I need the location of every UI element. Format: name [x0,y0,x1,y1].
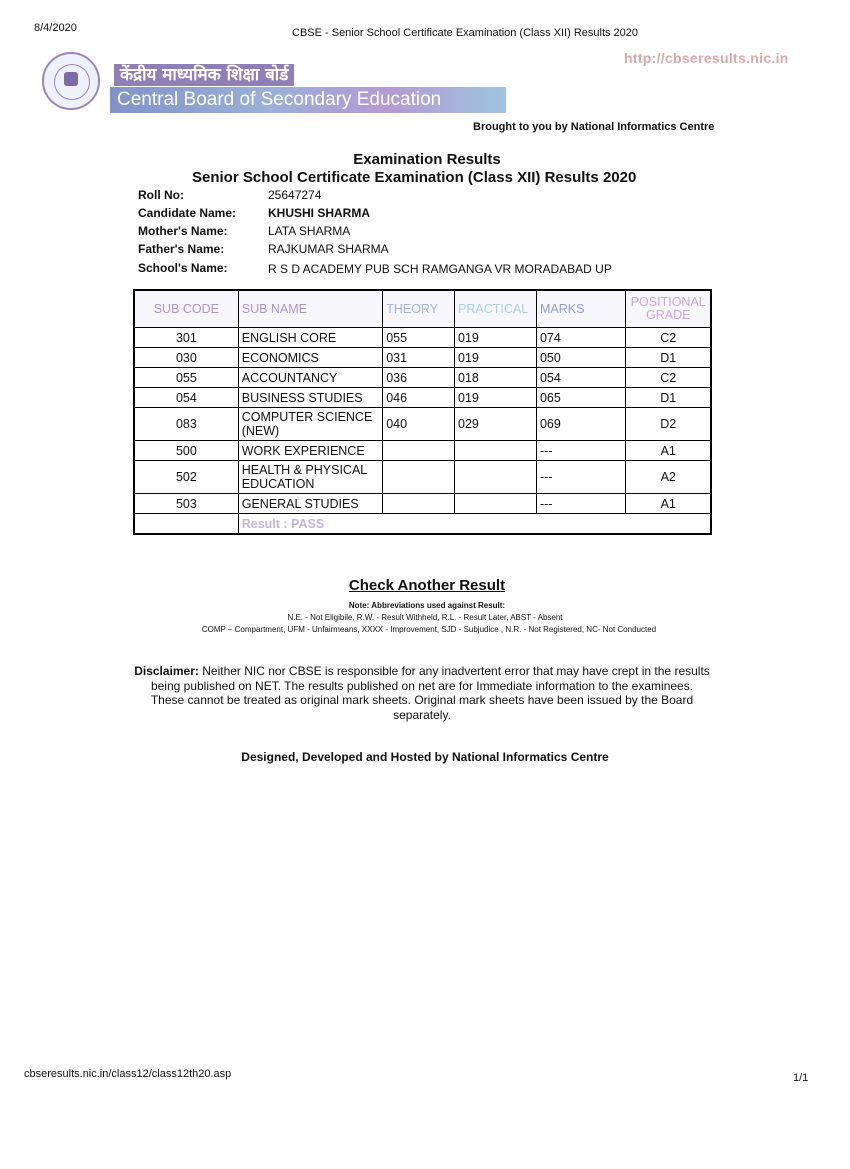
designed-by-text: Designed, Developed and Hosted by National Informatics Centre [241,750,609,764]
result-status: Result : PASS [238,514,711,535]
father-name-value: RAJKUMAR SHARMA [268,242,389,256]
sub-code-cell: 030 [134,348,238,368]
grade-cell: C2 [626,368,711,388]
result-empty-cell [134,514,238,535]
practical-cell [455,441,537,461]
practical-cell [455,461,537,494]
sub-name-cell: ECONOMICS [238,348,382,368]
father-name-label: Father's Name: [138,242,225,256]
page-number: 1/1 [793,1072,809,1084]
school-name-value: R S D ACADEMY PUB SCH RAMGANGA VR MORADABAD UP [268,262,612,276]
marks-cell: 069 [536,408,626,441]
table-row [134,408,711,441]
grade-cell: A2 [626,461,711,494]
result-row [134,514,711,535]
table-row [134,328,711,348]
sub-code-cell: 503 [134,494,238,514]
header-marks: MARKS [536,290,626,328]
check-another-result-link[interactable]: Check Another Result [348,577,506,594]
roll-value: 25647274 [268,188,322,202]
header-positional-grade [626,290,711,328]
practical-cell [455,494,537,514]
practical-cell: 019 [455,328,537,348]
theory-cell [383,494,455,514]
candidate-name-value: KHUSHI SHARMA [268,206,370,220]
table-row [134,441,711,461]
header-sub-code: SUB CODE [134,290,238,328]
theory-cell: 031 [383,348,455,368]
sub-code-cell: 301 [134,328,238,348]
print-date: 8/4/2020 [34,22,77,34]
marks-cell: --- [536,461,626,494]
print-page-title: CBSE - Senior School Certificate Examination (Class XII) Results 2020 [292,27,639,39]
grade-cell: D1 [626,388,711,408]
header-sub-name: SUB NAME [238,290,382,328]
grade-cell: A1 [626,441,711,461]
header-practical: PRACTICAL [455,290,537,328]
sub-name-cell: ENGLISH CORE [238,328,382,348]
disclaimer-label: Disclaimer: [134,664,199,678]
sub-name-cell: GENERAL STUDIES [238,494,382,514]
practical-cell: 019 [455,348,537,368]
table-row [134,368,711,388]
abbreviations-line-1: N.E. - Not Eligibile, R.W. - Result Withheld, R.L. - Result Later, ABST - Absent [287,613,563,622]
grade-cell: D1 [626,348,711,368]
abbreviations-line-2: COMP – Compartment, UFM - Unfairmeans, XXXX - Improvement, SJD - Subjudice , N.R. - Not Registered, NC- Not Conducted [201,625,657,634]
table-row [134,348,711,368]
theory-cell: 046 [383,388,455,408]
brought-by-text: Brought to you by National Informatics Centre [473,121,715,133]
roll-label: Roll No: [138,188,184,202]
marks-cell: --- [536,494,626,514]
practical-cell: 018 [455,368,537,388]
sub-name-cell: WORK EXPERIENCE [238,441,382,461]
marks-cell: 074 [536,328,626,348]
theory-cell: 040 [383,408,455,441]
sub-code-cell: 500 [134,441,238,461]
sub-name-cell: COMPUTER SCIENCE (NEW) [238,408,382,441]
mother-name-value: LATA SHARMA [268,224,351,238]
header-grade-line1: POSITIONAL [630,295,706,309]
board-name-hindi: केंद्रीय माध्यमिक शिक्षा बोर्ड [114,64,294,86]
school-name-label: School's Name: [138,261,228,275]
marks-table [133,289,712,535]
exam-subheading: Senior School Certificate Examination (Class XII) Results 2020 [192,169,637,186]
site-url-link[interactable]: http://cbseresults.nic.in [624,50,789,66]
theory-cell [383,461,455,494]
header-theory: THEORY [383,290,455,328]
table-row [134,494,711,514]
table-row [134,388,711,408]
exam-heading: Examination Results [353,151,501,168]
footer-page-url: cbseresults.nic.in/class12/class12th20.asp [24,1068,232,1080]
sub-name-cell: BUSINESS STUDIES [238,388,382,408]
header-grade-line2: GRADE [646,308,691,322]
marks-cell: 050 [536,348,626,368]
marks-cell: 054 [536,368,626,388]
disclaimer-body: Neither NIC nor CBSE is responsible for any inadvertent error that may have crept in the results being published on NET. The results published on net are for Immediate information to the examinees. These cannot be treated as original mark sheets. Original mark sheets have been issued by the Board separately. [150,664,710,722]
marks-cell: --- [536,441,626,461]
disclaimer-text [133,664,711,722]
marks-cell: 065 [536,388,626,408]
sub-name-cell: HEALTH & PHYSICAL EDUCATION [238,461,382,494]
sub-code-cell: 054 [134,388,238,408]
theory-cell: 055 [383,328,455,348]
grade-cell: C2 [626,328,711,348]
table-row [134,461,711,494]
sub-code-cell: 083 [134,408,238,441]
practical-cell: 029 [455,408,537,441]
practical-cell: 019 [455,388,537,408]
sub-name-cell: ACCOUNTANCY [238,368,382,388]
board-name-english: Central Board of Secondary Education [110,87,506,113]
cbse-logo-icon [42,52,100,110]
candidate-name-label: Candidate Name: [138,206,237,220]
abbreviations-note-title: Note: Abbreviations used against Result: [348,601,506,610]
theory-cell [383,441,455,461]
sub-code-cell: 502 [134,461,238,494]
grade-cell: A1 [626,494,711,514]
grade-cell: D2 [626,408,711,441]
mother-name-label: Mother's Name: [138,224,228,238]
theory-cell: 036 [383,368,455,388]
table-header-row [134,290,711,328]
sub-code-cell: 055 [134,368,238,388]
